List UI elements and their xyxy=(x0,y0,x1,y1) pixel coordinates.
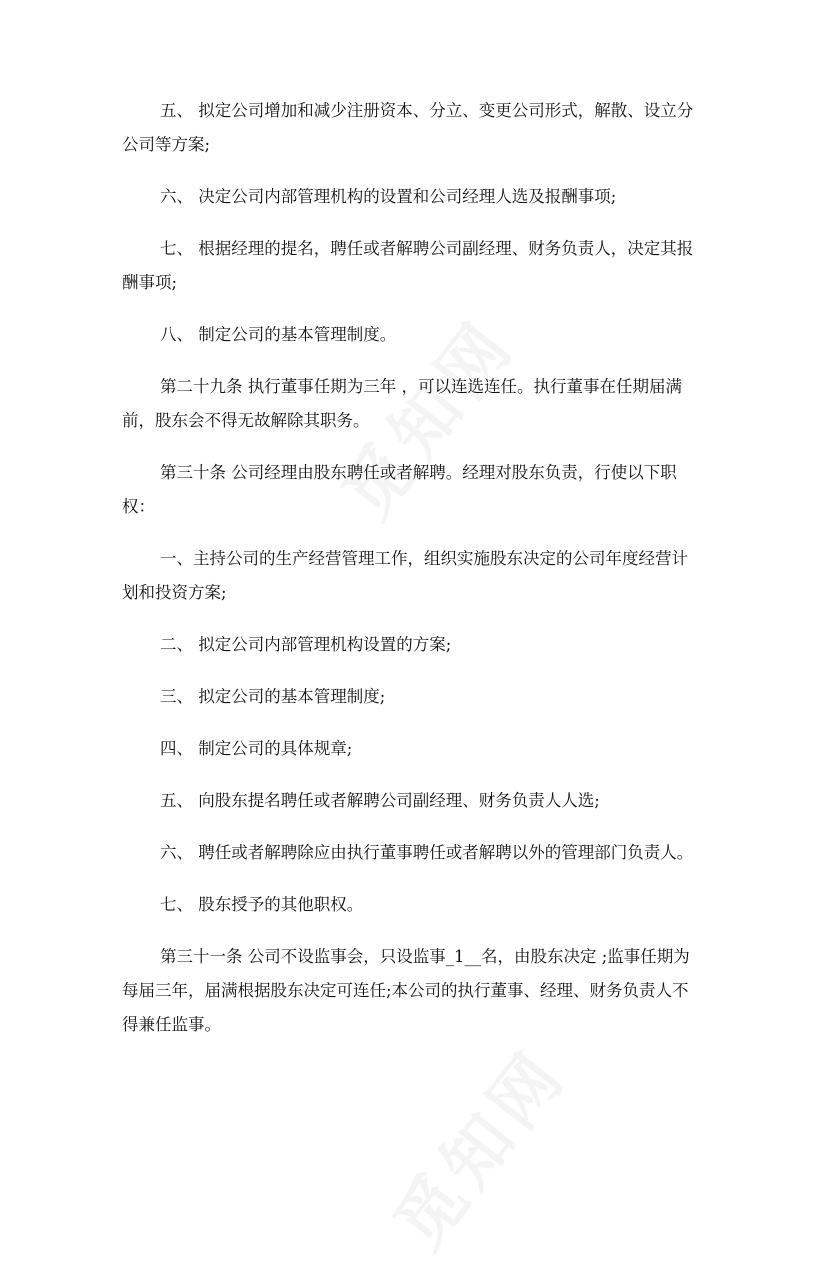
text-line: 得兼任监事。 xyxy=(122,1015,221,1034)
text-line: 五、 拟定公司增加和减少注册资本、分立、变更公司形式，解散、设立分 xyxy=(160,101,694,120)
text-line: 酬事项; xyxy=(122,273,178,292)
text-line: 公司等方案; xyxy=(122,135,211,154)
text-line: 第三十一条 公司不设监事会，只设监事_1__名，由股东决定 ;监事任期为 xyxy=(160,947,690,966)
text-line: 权： xyxy=(122,497,155,516)
text-line: 每届三年，届满根据股东决定可连任;本公司的执行董事、经理、财务负责人不 xyxy=(122,981,689,1000)
text-line: 第三十条 公司经理由股东聘任或者解聘。经理对股东负责，行使以下职 xyxy=(160,463,677,482)
text-line: 五、 向股东提名聘任或者解聘公司副经理、财务负责人人选; xyxy=(160,791,600,810)
text-line: 六、 决定公司内部管理机构的设置和公司经理人选及报酬事项; xyxy=(160,187,617,206)
text-line: 第二十九条 执行董事任期为三年 ，可以连选连任。执行董事在任期届满 xyxy=(160,377,682,396)
text-line: 四、 制定公司的具体规章; xyxy=(160,739,353,758)
text-line: 三、 拟定公司的基本管理制度; xyxy=(160,687,386,706)
text-line: 七、 根据经理的提名，聘任或者解聘公司副经理、财务负责人，决定其报 xyxy=(160,239,694,258)
text-line: 划和投资方案; xyxy=(122,583,227,602)
text-line: 二、 拟定公司内部管理机构设置的方案; xyxy=(160,635,452,654)
text-line: 七、 股东授予的其他职权。 xyxy=(160,895,364,914)
watermark-lower xyxy=(352,1005,587,1275)
text-line: 一、主持公司的生产经营管理工作，组织实施股东决定的公司年度经营计 xyxy=(160,549,688,568)
text-line: 八、 制定公司的基本管理制度。 xyxy=(160,325,397,344)
text-line: 六、 聘任或者解聘除应由执行董事聘任或者解聘以外的管理部门负责人。 xyxy=(160,843,694,862)
text-line: 前，股东会不得无故解除其职务。 xyxy=(122,411,370,430)
